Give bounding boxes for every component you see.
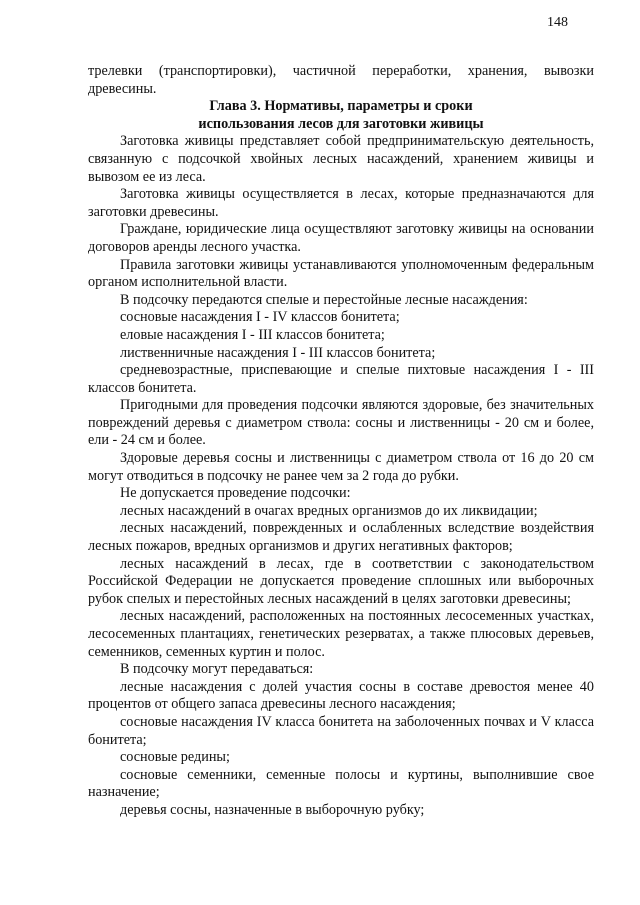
intro-paragraph: трелевки (транспортировки), частичной переработки, хранения, вывозки древесины. (88, 63, 594, 97)
list-item: сосновые насаждения IV класса бонитета на заболоченных почвах и V класса бонитета; (88, 713, 594, 748)
list-item: средневозрастные, приспевающие и спелые пихтовые насаждения I - III классов бонитета. (88, 362, 594, 396)
paragraph: Заготовка живицы представляет собой предпринимательскую деятельность, связанную с подсочкой хвойных лесных насаждений, хранением живицы и вывозом ее из леса. (88, 133, 594, 185)
paragraph: Здоровые деревья сосны и лиственницы с диаметром ствола от 16 до 20 см могут отводиться в подсочку не ранее чем за 2 года до рубки. (88, 450, 594, 484)
paragraph: Заготовка живицы осуществляется в лесах, которые предназначаются для заготовки древесины. (88, 186, 594, 220)
list-item: лесные насаждения с долей участия сосны в составе древостоя менее 40 процентов от общего запаса древесины лесного насаждения; (88, 678, 594, 713)
list-item: лесных насаждений, поврежденных и ослабленных вследствие воздействия лесных пожаров, вредных организмов и других негативных факторов; (88, 520, 594, 555)
list-item: лесных насаждений в лесах, где в соответствии с законодательством Российской Федерации не допускается проведение сплошных или выборочных рубок спелых и перестойных лесных насаждений в целях заготовки древесины; (88, 555, 594, 607)
list-item: лиственничные насаждения I - III классов бонитета; (120, 344, 436, 361)
page-content (88, 63, 594, 820)
paragraph: Граждане, юридические лица осуществляют заготовку живицы на основании договоров аренды лесного участка. (88, 221, 594, 255)
list-item: лесных насаждений в очагах вредных организмов до их ликвидации; (120, 502, 538, 519)
chapter-heading (88, 98, 594, 133)
paragraph: В подсочку могут передаваться: (120, 661, 314, 678)
page-number: 148 (547, 15, 568, 30)
chapter-title-line-2: использования лесов для заготовки живицы (198, 115, 484, 132)
paragraph: Правила заготовки живицы устанавливаются уполномоченным федеральным органом исполнительной власти. (88, 256, 594, 291)
list-item: деревья сосны, назначенные в выборочную рубку; (120, 801, 425, 818)
list-item: еловые насаждения I - III классов бонитета; (120, 326, 385, 343)
list-item: лесных насаждений, расположенных на постоянных лесосеменных участках, лесосеменных плантациях, генетических резерватах, а также плюсовых деревьев, семенников, семенных куртин и полос. (88, 608, 594, 660)
paragraph: В подсочку передаются спелые и перестойные лесные насаждения: (120, 291, 528, 308)
list-item: сосновые редины; (120, 749, 230, 766)
chapter-title-line-1: Глава 3. Нормативы, параметры и сроки (209, 98, 473, 115)
paragraph: Не допускается проведение подсочки: (120, 485, 351, 502)
paragraph: Пригодными для проведения подсочки являются здоровые, без значительных повреждений деревья с диаметром ствола: сосны и лиственницы - 20 см и более, ели - 24 см и более. (88, 397, 594, 449)
list-item: сосновые семенники, семенные полосы и куртины, выполнившие свое назначение; (88, 766, 594, 801)
list-item: сосновые насаждения I - IV классов бонитета; (120, 309, 400, 326)
